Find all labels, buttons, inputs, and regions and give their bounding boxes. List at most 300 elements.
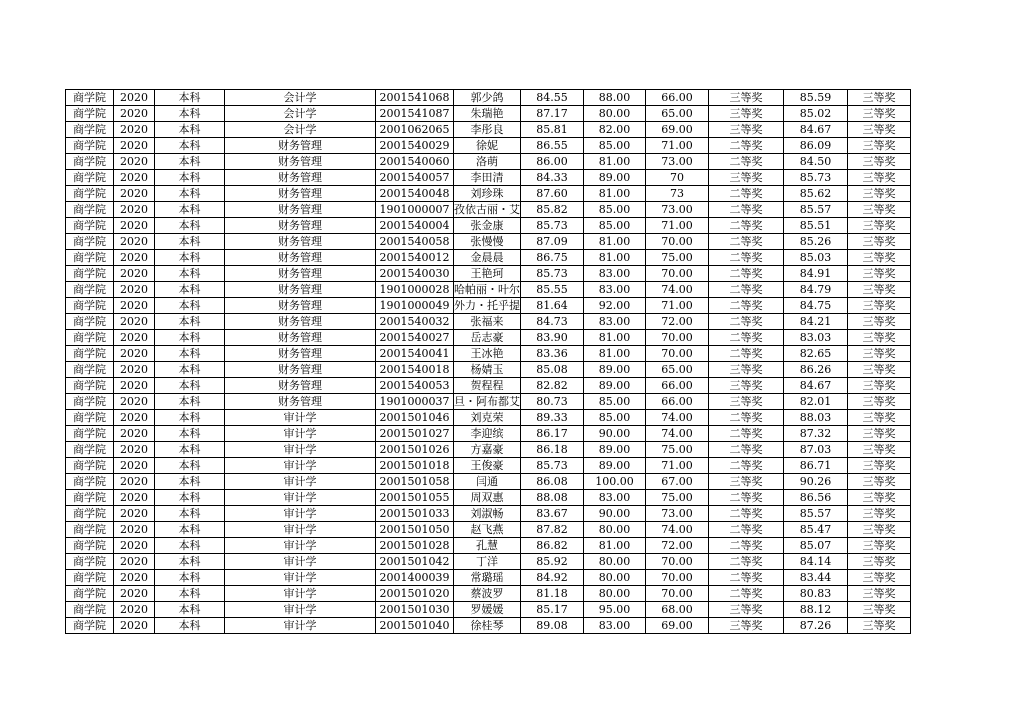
student-id-cell: 2001540012 (376, 250, 454, 266)
table-row (66, 218, 911, 234)
award-b-cell: 三等奖 (848, 314, 911, 330)
name-cell: 王艳珂 (454, 266, 521, 282)
award-b-cell: 三等奖 (848, 602, 911, 618)
year-cell: 2020 (114, 362, 155, 378)
year-cell: 2020 (114, 426, 155, 442)
name-cell: 李迎缤 (454, 426, 521, 442)
college-cell: 商学院 (66, 602, 114, 618)
score-c-cell: 73.00 (646, 506, 709, 522)
student-id-cell: 2001540058 (376, 234, 454, 250)
award-a-cell: 二等奖 (709, 330, 784, 346)
college-cell: 商学院 (66, 218, 114, 234)
student-id-cell: 2001540032 (376, 314, 454, 330)
year-cell: 2020 (114, 218, 155, 234)
year-cell: 2020 (114, 474, 155, 490)
table-row (66, 202, 911, 218)
score-c-cell: 74.00 (646, 426, 709, 442)
major-cell: 财务管理 (225, 330, 376, 346)
table-row (66, 538, 911, 554)
score-c-cell: 75.00 (646, 442, 709, 458)
award-a-cell: 二等奖 (709, 554, 784, 570)
score-b-cell: 85.00 (584, 410, 646, 426)
table-row (66, 282, 911, 298)
student-id-cell: 1901000028 (376, 282, 454, 298)
score-a-cell: 81.18 (521, 586, 584, 602)
table-row (66, 570, 911, 586)
award-a-cell: 二等奖 (709, 538, 784, 554)
table-row (66, 234, 911, 250)
award-b-cell: 三等奖 (848, 570, 911, 586)
table-row (66, 586, 911, 602)
college-cell: 商学院 (66, 202, 114, 218)
award-a-cell: 二等奖 (709, 138, 784, 154)
college-cell: 商学院 (66, 586, 114, 602)
award-a-cell: 三等奖 (709, 362, 784, 378)
name-cell: 王俊豪 (454, 458, 521, 474)
student-id-cell: 2001540029 (376, 138, 454, 154)
college-cell: 商学院 (66, 170, 114, 186)
score-c-cell: 73.00 (646, 154, 709, 170)
level-cell: 本科 (155, 170, 225, 186)
award-b-cell: 三等奖 (848, 618, 911, 634)
score-b-cell: 89.00 (584, 170, 646, 186)
total-score-cell: 88.12 (784, 602, 848, 618)
score-a-cell: 85.55 (521, 282, 584, 298)
award-a-cell: 二等奖 (709, 186, 784, 202)
award-b-cell: 三等奖 (848, 154, 911, 170)
level-cell: 本科 (155, 250, 225, 266)
score-a-cell: 85.82 (521, 202, 584, 218)
student-id-cell: 2001540027 (376, 330, 454, 346)
student-id-cell: 2001501026 (376, 442, 454, 458)
table-row (66, 90, 911, 106)
award-b-cell: 三等奖 (848, 266, 911, 282)
table-row (66, 618, 911, 634)
year-cell: 2020 (114, 330, 155, 346)
student-id-cell: 2001501030 (376, 602, 454, 618)
level-cell: 本科 (155, 202, 225, 218)
major-cell: 审计学 (225, 570, 376, 586)
award-a-cell: 二等奖 (709, 298, 784, 314)
total-score-cell: 85.47 (784, 522, 848, 538)
table-row (66, 602, 911, 618)
score-b-cell: 89.00 (584, 442, 646, 458)
score-a-cell: 86.17 (521, 426, 584, 442)
award-a-cell: 二等奖 (709, 218, 784, 234)
award-b-cell: 三等奖 (848, 362, 911, 378)
year-cell: 2020 (114, 314, 155, 330)
score-b-cell: 80.00 (584, 554, 646, 570)
student-id-cell: 2001541087 (376, 106, 454, 122)
score-a-cell: 86.08 (521, 474, 584, 490)
level-cell: 本科 (155, 122, 225, 138)
college-cell: 商学院 (66, 474, 114, 490)
year-cell: 2020 (114, 346, 155, 362)
score-a-cell: 85.73 (521, 218, 584, 234)
college-cell: 商学院 (66, 298, 114, 314)
year-cell: 2020 (114, 298, 155, 314)
year-cell: 2020 (114, 234, 155, 250)
award-a-cell: 二等奖 (709, 442, 784, 458)
award-a-cell: 二等奖 (709, 202, 784, 218)
college-cell: 商学院 (66, 266, 114, 282)
score-a-cell: 82.82 (521, 378, 584, 394)
year-cell: 2020 (114, 170, 155, 186)
major-cell: 财务管理 (225, 250, 376, 266)
college-cell: 商学院 (66, 122, 114, 138)
score-b-cell: 83.00 (584, 618, 646, 634)
score-a-cell: 85.92 (521, 554, 584, 570)
level-cell: 本科 (155, 506, 225, 522)
major-cell: 审计学 (225, 554, 376, 570)
major-cell: 财务管理 (225, 378, 376, 394)
name-cell: 贺程程 (454, 378, 521, 394)
total-score-cell: 86.09 (784, 138, 848, 154)
award-b-cell: 三等奖 (848, 138, 911, 154)
award-b-cell: 三等奖 (848, 538, 911, 554)
college-cell: 商学院 (66, 330, 114, 346)
score-c-cell: 75.00 (646, 490, 709, 506)
score-b-cell: 83.00 (584, 314, 646, 330)
score-a-cell: 84.55 (521, 90, 584, 106)
name-cell: 闫通 (454, 474, 521, 490)
year-cell: 2020 (114, 154, 155, 170)
table-row (66, 394, 911, 410)
total-score-cell: 90.26 (784, 474, 848, 490)
college-cell: 商学院 (66, 506, 114, 522)
name-cell: 朱瑞艳 (454, 106, 521, 122)
major-cell: 财务管理 (225, 362, 376, 378)
score-a-cell: 85.73 (521, 266, 584, 282)
score-b-cell: 85.00 (584, 218, 646, 234)
score-a-cell: 83.36 (521, 346, 584, 362)
level-cell: 本科 (155, 458, 225, 474)
score-b-cell: 81.00 (584, 186, 646, 202)
major-cell: 财务管理 (225, 170, 376, 186)
name-cell: 外力・托乎提 (454, 299, 520, 312)
name-cell: 李彤良 (454, 122, 521, 138)
table-row (66, 522, 911, 538)
table-row (66, 186, 911, 202)
score-c-cell: 66.00 (646, 378, 709, 394)
level-cell: 本科 (155, 362, 225, 378)
name-cell: 赵飞燕 (454, 522, 521, 538)
score-c-cell: 70.00 (646, 346, 709, 362)
year-cell: 2020 (114, 282, 155, 298)
award-b-cell: 三等奖 (848, 90, 911, 106)
major-cell: 财务管理 (225, 218, 376, 234)
name-cell: 孜依古丽・艾 (454, 203, 520, 216)
score-b-cell: 85.00 (584, 394, 646, 410)
student-id-cell: 2001541068 (376, 90, 454, 106)
table-row (66, 106, 911, 122)
major-cell: 审计学 (225, 522, 376, 538)
score-b-cell: 80.00 (584, 106, 646, 122)
college-cell: 商学院 (66, 314, 114, 330)
award-b-cell: 三等奖 (848, 346, 911, 362)
table-row (66, 122, 911, 138)
award-b-cell: 三等奖 (848, 170, 911, 186)
major-cell: 财务管理 (225, 154, 376, 170)
table-body (66, 90, 911, 634)
level-cell: 本科 (155, 394, 225, 410)
level-cell: 本科 (155, 186, 225, 202)
score-b-cell: 85.00 (584, 202, 646, 218)
score-a-cell: 86.18 (521, 442, 584, 458)
award-a-cell: 二等奖 (709, 266, 784, 282)
level-cell: 本科 (155, 442, 225, 458)
total-score-cell: 85.57 (784, 202, 848, 218)
major-cell: 审计学 (225, 618, 376, 634)
award-b-cell: 三等奖 (848, 490, 911, 506)
student-id-cell: 2001540048 (376, 186, 454, 202)
score-b-cell: 83.00 (584, 282, 646, 298)
student-id-cell: 2001540018 (376, 362, 454, 378)
total-score-cell: 84.67 (784, 378, 848, 394)
award-b-cell: 三等奖 (848, 506, 911, 522)
student-id-cell: 1901000049 (376, 298, 454, 314)
score-a-cell: 84.33 (521, 170, 584, 186)
college-cell: 商学院 (66, 282, 114, 298)
name-cell: 王冰艳 (454, 346, 521, 362)
table-row (66, 266, 911, 282)
award-a-cell: 二等奖 (709, 570, 784, 586)
award-a-cell: 三等奖 (709, 618, 784, 634)
year-cell: 2020 (114, 186, 155, 202)
table-row (66, 490, 911, 506)
name-cell: 张金康 (454, 218, 521, 234)
award-a-cell: 二等奖 (709, 586, 784, 602)
level-cell: 本科 (155, 602, 225, 618)
score-b-cell: 80.00 (584, 570, 646, 586)
name-cell: 岳志豪 (454, 330, 521, 346)
table-row (66, 250, 911, 266)
year-cell: 2020 (114, 202, 155, 218)
score-a-cell: 86.00 (521, 154, 584, 170)
level-cell: 本科 (155, 138, 225, 154)
total-score-cell: 84.14 (784, 554, 848, 570)
table-row (66, 170, 911, 186)
total-score-cell: 84.91 (784, 266, 848, 282)
level-cell: 本科 (155, 586, 225, 602)
total-score-cell: 83.44 (784, 570, 848, 586)
award-b-cell: 三等奖 (848, 250, 911, 266)
score-a-cell: 80.73 (521, 394, 584, 410)
major-cell: 审计学 (225, 474, 376, 490)
table-row (66, 314, 911, 330)
level-cell: 本科 (155, 330, 225, 346)
award-b-cell: 三等奖 (848, 218, 911, 234)
major-cell: 审计学 (225, 490, 376, 506)
student-id-cell: 2001540057 (376, 170, 454, 186)
name-cell: 方嘉豪 (454, 442, 521, 458)
name-cell: 刘克荣 (454, 410, 521, 426)
name-cell: 张慢慢 (454, 234, 521, 250)
name-cell: 徐桂琴 (454, 618, 521, 634)
college-cell: 商学院 (66, 394, 114, 410)
award-a-cell: 三等奖 (709, 170, 784, 186)
score-b-cell: 85.00 (584, 138, 646, 154)
score-b-cell: 81.00 (584, 154, 646, 170)
level-cell: 本科 (155, 554, 225, 570)
award-b-cell: 三等奖 (848, 410, 911, 426)
total-score-cell: 85.03 (784, 250, 848, 266)
year-cell: 2020 (114, 138, 155, 154)
score-b-cell: 89.00 (584, 458, 646, 474)
total-score-cell: 84.67 (784, 122, 848, 138)
score-c-cell: 73.00 (646, 202, 709, 218)
total-score-cell: 84.75 (784, 298, 848, 314)
score-c-cell: 71.00 (646, 138, 709, 154)
score-c-cell: 70.00 (646, 586, 709, 602)
student-id-cell: 2001501055 (376, 490, 454, 506)
score-c-cell: 69.00 (646, 122, 709, 138)
award-a-cell: 三等奖 (709, 122, 784, 138)
total-score-cell: 82.65 (784, 346, 848, 362)
major-cell: 会计学 (225, 90, 376, 106)
level-cell: 本科 (155, 570, 225, 586)
score-a-cell: 85.81 (521, 122, 584, 138)
score-c-cell: 68.00 (646, 602, 709, 618)
score-b-cell: 81.00 (584, 346, 646, 362)
college-cell: 商学院 (66, 490, 114, 506)
award-b-cell: 三等奖 (848, 106, 911, 122)
score-b-cell: 90.00 (584, 506, 646, 522)
total-score-cell: 85.26 (784, 234, 848, 250)
student-id-cell: 2001501046 (376, 410, 454, 426)
award-b-cell: 三等奖 (848, 394, 911, 410)
year-cell: 2020 (114, 554, 155, 570)
name-cell: 蔡波罗 (454, 586, 521, 602)
name-cell: 金晨晨 (454, 250, 521, 266)
level-cell: 本科 (155, 346, 225, 362)
award-a-cell: 二等奖 (709, 410, 784, 426)
year-cell: 2020 (114, 394, 155, 410)
year-cell: 2020 (114, 618, 155, 634)
level-cell: 本科 (155, 106, 225, 122)
level-cell: 本科 (155, 282, 225, 298)
student-id-cell: 1901000007 (376, 202, 454, 218)
level-cell: 本科 (155, 314, 225, 330)
total-score-cell: 84.21 (784, 314, 848, 330)
table-row (66, 346, 911, 362)
major-cell: 会计学 (225, 122, 376, 138)
award-a-cell: 二等奖 (709, 426, 784, 442)
score-a-cell: 86.55 (521, 138, 584, 154)
score-c-cell: 74.00 (646, 410, 709, 426)
name-cell: 李田清 (454, 170, 521, 186)
score-b-cell: 95.00 (584, 602, 646, 618)
award-b-cell: 三等奖 (848, 202, 911, 218)
college-cell: 商学院 (66, 378, 114, 394)
table-row (66, 426, 911, 442)
award-a-cell: 二等奖 (709, 522, 784, 538)
name-cell: 洛萌 (454, 154, 521, 170)
award-a-cell: 二等奖 (709, 458, 784, 474)
table-row (66, 330, 911, 346)
year-cell: 2020 (114, 538, 155, 554)
score-a-cell: 87.82 (521, 522, 584, 538)
student-id-cell: 2001501058 (376, 474, 454, 490)
score-c-cell: 70.00 (646, 554, 709, 570)
score-b-cell: 81.00 (584, 538, 646, 554)
level-cell: 本科 (155, 298, 225, 314)
student-id-cell: 2001540004 (376, 218, 454, 234)
score-a-cell: 84.92 (521, 570, 584, 586)
year-cell: 2020 (114, 602, 155, 618)
college-cell: 商学院 (66, 410, 114, 426)
award-b-cell: 三等奖 (848, 122, 911, 138)
student-id-cell: 2001540041 (376, 346, 454, 362)
award-b-cell: 三等奖 (848, 426, 911, 442)
award-a-cell: 三等奖 (709, 394, 784, 410)
score-b-cell: 83.00 (584, 266, 646, 282)
total-score-cell: 85.02 (784, 106, 848, 122)
level-cell: 本科 (155, 618, 225, 634)
score-b-cell: 88.00 (584, 90, 646, 106)
student-id-cell: 2001540030 (376, 266, 454, 282)
score-a-cell: 89.33 (521, 410, 584, 426)
student-id-cell: 2001540053 (376, 378, 454, 394)
major-cell: 财务管理 (225, 202, 376, 218)
level-cell: 本科 (155, 234, 225, 250)
score-b-cell: 80.00 (584, 522, 646, 538)
major-cell: 财务管理 (225, 186, 376, 202)
college-cell: 商学院 (66, 538, 114, 554)
major-cell: 财务管理 (225, 282, 376, 298)
name-cell: 孔慧 (454, 538, 521, 554)
major-cell: 财务管理 (225, 314, 376, 330)
award-b-cell: 三等奖 (848, 298, 911, 314)
total-score-cell: 82.01 (784, 394, 848, 410)
score-c-cell: 71.00 (646, 218, 709, 234)
level-cell: 本科 (155, 378, 225, 394)
college-cell: 商学院 (66, 186, 114, 202)
award-b-cell: 三等奖 (848, 378, 911, 394)
score-a-cell: 83.90 (521, 330, 584, 346)
student-id-cell: 2001501018 (376, 458, 454, 474)
award-a-cell: 二等奖 (709, 234, 784, 250)
major-cell: 审计学 (225, 506, 376, 522)
student-id-cell: 2001501027 (376, 426, 454, 442)
score-c-cell: 72.00 (646, 314, 709, 330)
college-cell: 商学院 (66, 106, 114, 122)
score-c-cell: 65.00 (646, 106, 709, 122)
score-c-cell: 66.00 (646, 90, 709, 106)
total-score-cell: 85.59 (784, 90, 848, 106)
score-a-cell: 85.17 (521, 602, 584, 618)
score-c-cell: 70 (646, 170, 709, 186)
award-b-cell: 三等奖 (848, 586, 911, 602)
name-cell: 郭少鸽 (454, 90, 521, 106)
award-b-cell: 三等奖 (848, 442, 911, 458)
year-cell: 2020 (114, 90, 155, 106)
award-a-cell: 二等奖 (709, 506, 784, 522)
name-cell: 罗媛媛 (454, 602, 521, 618)
score-b-cell: 83.00 (584, 490, 646, 506)
college-cell: 商学院 (66, 154, 114, 170)
student-id-cell: 2001540060 (376, 154, 454, 170)
total-score-cell: 87.03 (784, 442, 848, 458)
major-cell: 审计学 (225, 602, 376, 618)
college-cell: 商学院 (66, 362, 114, 378)
year-cell: 2020 (114, 250, 155, 266)
score-c-cell: 74.00 (646, 282, 709, 298)
name-cell: 旦・阿布都艾 (454, 395, 520, 408)
scholarship-table (65, 89, 911, 634)
score-c-cell: 71.00 (646, 298, 709, 314)
level-cell: 本科 (155, 538, 225, 554)
